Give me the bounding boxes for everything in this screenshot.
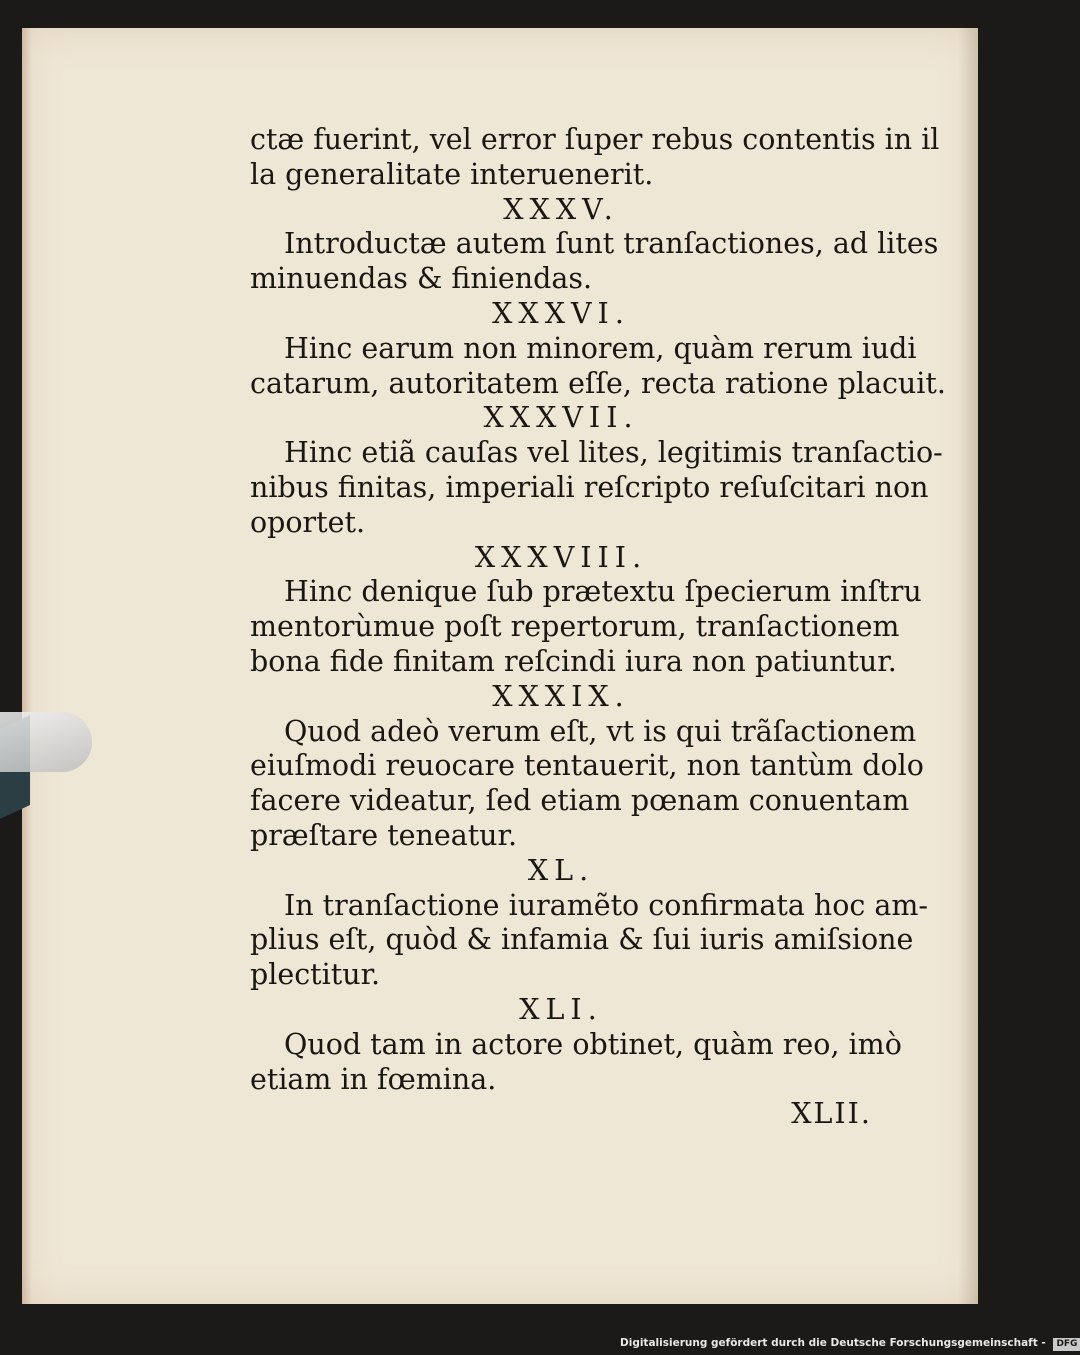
text-line: Quod adeò verum eſt, vt is qui trãſactionem: [284, 714, 917, 748]
text-line: Hinc etiã cauſas vel lites, legitimis tranſactio-: [284, 436, 943, 470]
text-line: oportet.: [250, 505, 366, 539]
text-line: Introductæ autem ſunt tranſactiones, ad lites: [284, 227, 939, 261]
text-line: Quod tam in actore obtinet, quàm reo, imò: [284, 1027, 902, 1061]
section-heading: XL.: [527, 853, 595, 887]
text-line: facere videatur, ſed etiam pœnam conuentam: [250, 784, 910, 818]
book-clip: [0, 712, 92, 772]
section-heading: XXXV.: [503, 192, 619, 226]
section-heading: XXXVII.: [483, 401, 639, 435]
text-line: Hinc earum non minorem, quàm rerum iudi: [284, 331, 917, 365]
text-line: In tranſactione iuramẽto confirmata hoc am-: [284, 888, 929, 922]
section-heading: XLII.: [791, 1097, 872, 1131]
text-line: plius eſt, quòd & infamia & ſui iuris amiſsione: [250, 923, 914, 957]
page-right-edge: [958, 28, 978, 1304]
text-line: nibus finitas, imperiali reſcripto reſuſcitari non: [250, 470, 929, 504]
text-line: catarum, autoritatem eſſe, recta ratione placuit.: [250, 366, 946, 400]
section-heading: XXXVIII.: [474, 540, 648, 574]
section-heading: XXXIX.: [492, 679, 630, 713]
digitization-credit-text: Digitalisierung gefördert durch die Deutsche Forschungsgemeinschaft -: [620, 1337, 1046, 1349]
text-line: plectitur.: [250, 958, 381, 992]
section-heading: XLI.: [519, 992, 603, 1026]
text-line: mentorùmue poſt repertorum, tranſactionem: [250, 610, 900, 644]
section-heading: XXXVI.: [492, 296, 630, 330]
text-line: ctæ fuerint, vel error ſuper rebus contentis in il: [250, 123, 940, 156]
text-line: minuendas & finiendas.: [250, 262, 593, 296]
dfg-logo: DFG: [1053, 1338, 1080, 1351]
page-text-block: [250, 123, 946, 1132]
text-line: Hinc denique ſub prætextu ſpecierum inſtru: [284, 575, 922, 609]
digitization-credit: [620, 1337, 1080, 1353]
page-left-edge: [22, 28, 32, 1304]
text-line: præſtare teneatur.: [250, 818, 518, 852]
text-line: etiam in fœmina.: [250, 1062, 497, 1096]
book-page: [22, 28, 978, 1304]
text-line: la generalitate interuenerit.: [250, 157, 654, 191]
text-line: eiuſmodi reuocare tentauerit, non tantùm dolo: [250, 749, 924, 783]
text-line: bona fide finitam reſcindi iura non patiuntur.: [250, 644, 897, 678]
